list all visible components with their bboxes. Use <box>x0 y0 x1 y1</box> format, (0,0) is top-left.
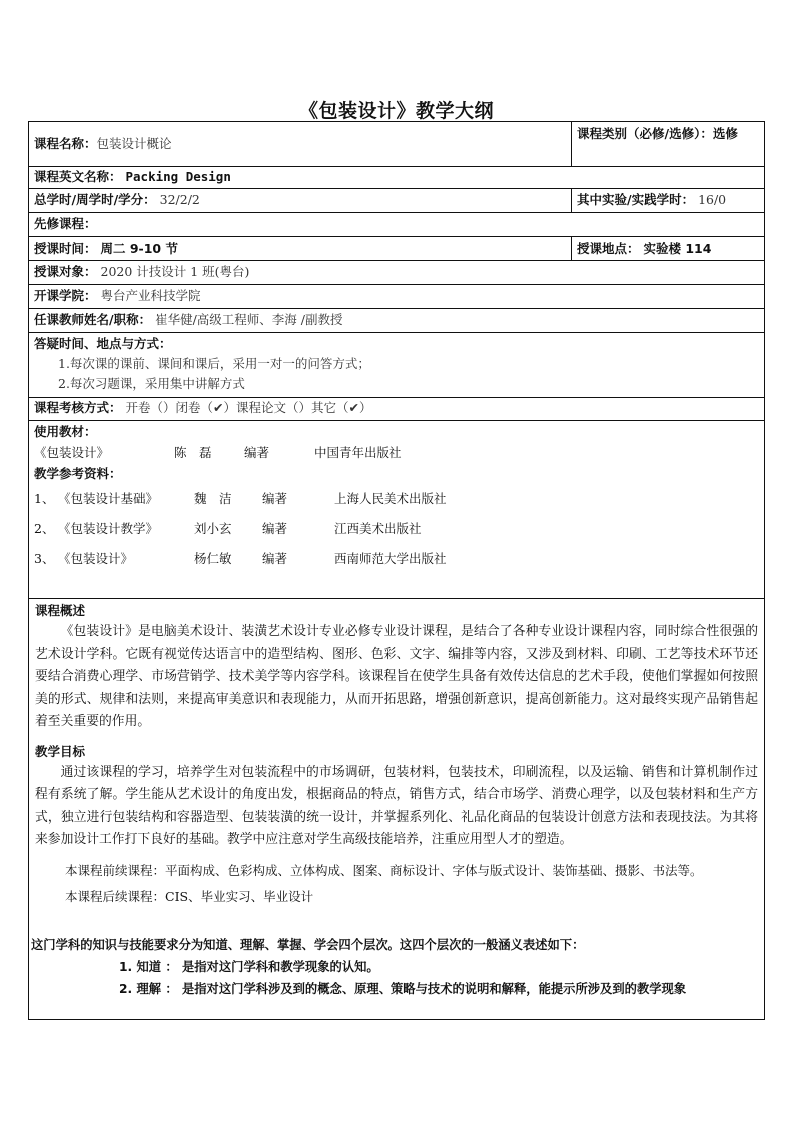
reference-publisher: 江西美术出版社 <box>334 521 422 536</box>
row-materials <box>29 421 764 599</box>
syllabus-table <box>28 121 765 1020</box>
teacher-value: 崔华健/高级工程师、李海 /副教授 <box>155 312 343 327</box>
overview-heading: 课程概述 <box>35 603 86 618</box>
reference-author: 杨仁敏 <box>194 551 232 566</box>
course-name-value: 包装设计概论 <box>96 136 172 151</box>
location-label: 授课地点： <box>577 241 640 256</box>
row-audience <box>29 261 764 285</box>
level-item: 1. 知道 ： 是指对这门学科和教学现象的认知。 <box>119 959 379 974</box>
course-name-cell <box>29 122 572 166</box>
row-teacher <box>29 309 764 333</box>
class-time-value: 周二 9-10 节 <box>100 241 178 256</box>
reference-entry <box>34 484 759 514</box>
qa-cell <box>29 333 764 397</box>
objectives-text: 通过该课程的学习，培养学生对包装流程中的市场调研，包装材料，包装技术，印刷流程，以及运输、销售和计算机制作过程有系统了解。学生能从艺术设计的角度出发，根据商品的特点，销售方式，结合市场学、消费心理学，以及包装材料和生产方式，独立进行包装结构和容器造型、包装装潢的统一设计，并掌握系列化、礼品化商品的包装设计创意方法和表现技法。为其将来参加设计工作打下良好的基础。教学中应注意对学生高级技能培养，注重应用型人才的塑造。 <box>35 764 758 847</box>
reference-index: 1、 <box>34 491 55 506</box>
row-course-name <box>29 122 764 167</box>
course-body-cell <box>29 599 764 1019</box>
textbook-entry <box>34 442 759 464</box>
reference-title: 《包装设计基础》 <box>58 491 159 506</box>
reference-title: 《包装设计教学》 <box>58 521 159 536</box>
textbook-title: 《包装设计》 <box>34 445 110 460</box>
row-qa <box>29 333 764 398</box>
course-category-cell <box>572 122 764 166</box>
textbook-label: 使用教材： <box>34 424 97 439</box>
row-college <box>29 285 764 309</box>
reference-role: 编著 <box>262 551 288 566</box>
english-name-label: 课程英文名称： <box>34 169 122 184</box>
teacher-cell <box>29 309 764 332</box>
textbook-publisher: 中国青年出版社 <box>314 445 402 460</box>
prior-courses: 本课程前续课程：平面构成、色彩构成、立体构成、图案、商标设计、字体与版式设计、装饰基础、摄影、书法等。 <box>65 862 703 878</box>
hours-value: 32/2/2 <box>159 192 200 207</box>
row-course-body <box>29 599 764 1019</box>
row-english-name <box>29 167 764 189</box>
assessment-value: 开卷（）闭卷（✔）课程论文（）其它（✔） <box>125 400 372 415</box>
reference-role: 编著 <box>262 521 288 536</box>
course-name-label: 课程名称： <box>34 136 97 151</box>
reference-title: 《包装设计》 <box>58 551 134 566</box>
reference-index: 3、 <box>34 551 55 566</box>
audience-label: 授课对象： <box>34 264 97 279</box>
english-name-value: Packing Design <box>125 169 231 184</box>
teacher-label: 任课教师姓名/职称： <box>34 312 152 327</box>
course-category-value: 选修 <box>712 126 738 141</box>
course-category-label: 课程类别（必修/选修）： <box>577 126 713 141</box>
hours-cell <box>29 189 572 212</box>
objectives-heading: 教学目标 <box>35 743 86 759</box>
lab-hours-cell <box>572 189 764 212</box>
reference-author: 魏 洁 <box>194 491 232 506</box>
row-prerequisite <box>29 213 764 237</box>
location-value: 实验楼 114 <box>643 241 712 256</box>
textbook-author: 陈 磊 <box>174 445 212 460</box>
college-value: 粤台产业科技学院 <box>100 288 201 303</box>
qa-item: 2.每次习题课，采用集中讲解方式 <box>58 376 245 391</box>
row-assessment <box>29 398 764 421</box>
reference-role: 编著 <box>262 491 288 506</box>
reference-publisher: 上海人民美术出版社 <box>334 491 447 506</box>
college-label: 开课学院： <box>34 288 97 303</box>
college-cell <box>29 285 764 308</box>
textbook-role: 编著 <box>244 445 270 460</box>
reference-publisher: 西南师范大学出版社 <box>334 551 447 566</box>
references-label: 教学参考资料： <box>34 466 122 481</box>
assessment-label: 课程考核方式： <box>34 400 122 415</box>
qa-item: 1.每次课的课前、课间和课后，采用一对一的问答方式； <box>58 356 370 371</box>
reference-index: 2、 <box>34 521 55 536</box>
english-name-cell <box>29 167 764 188</box>
hours-label: 总学时/周学时/学分： <box>34 192 156 207</box>
following-courses: 本课程后续课程：CIS、毕业实习、毕业设计 <box>65 888 314 904</box>
materials-cell <box>29 421 764 598</box>
prerequisite-cell <box>29 213 764 236</box>
reference-author: 刘小玄 <box>194 521 232 536</box>
audience-value: 2020 计技设计 1 班(粤台) <box>100 264 250 279</box>
overview-text: 《包装设计》是电脑美术设计、装潢艺术设计专业必修专业设计课程，是结合了各种专业设计课程内容，同时综合性很强的艺术设计学科。它既有视觉传达语言中的造型结构、图形、色彩、文字、编排等内容，又涉及到材料、印刷、工艺等技术环节还要结合消费心理学、市场营销学、技术美学等内容学科。该课程旨在使学生具备有效传达信息的艺术手段，使他们掌握如何按照美的形式、规律和法则，来提高审美意识和表现能力，从而开拓思路，增强创新意识，提高创新能力。这对最终实现产品销售起着至关重要的作用。 <box>35 624 758 729</box>
row-hours <box>29 189 764 213</box>
levels-intro: 这门学科的知识与技能要求分为知道、理解、掌握、学会四个层次。这四个层次的一般涵义表述如下： <box>31 937 585 952</box>
level-item: 2. 理解 ： 是指对这门学科涉及到的概念、原理、策略与技术的说明和解释，能提示所涉及到的教学现象 <box>119 981 687 996</box>
reference-entry <box>34 514 759 544</box>
class-time-cell <box>29 237 572 260</box>
lab-hours-label: 其中实验/实践学时： <box>577 192 695 207</box>
class-time-label: 授课时间： <box>34 241 97 256</box>
lab-hours-value: 16/0 <box>698 192 727 207</box>
location-cell <box>572 237 764 260</box>
audience-cell <box>29 261 764 284</box>
qa-label: 答疑时间、地点与方式： <box>34 336 172 351</box>
document-title: 《包装设计》教学大纲 <box>298 100 494 122</box>
reference-entry <box>34 544 759 574</box>
prerequisite-label: 先修课程： <box>34 216 97 231</box>
row-class-time <box>29 237 764 261</box>
assessment-cell <box>29 398 764 420</box>
